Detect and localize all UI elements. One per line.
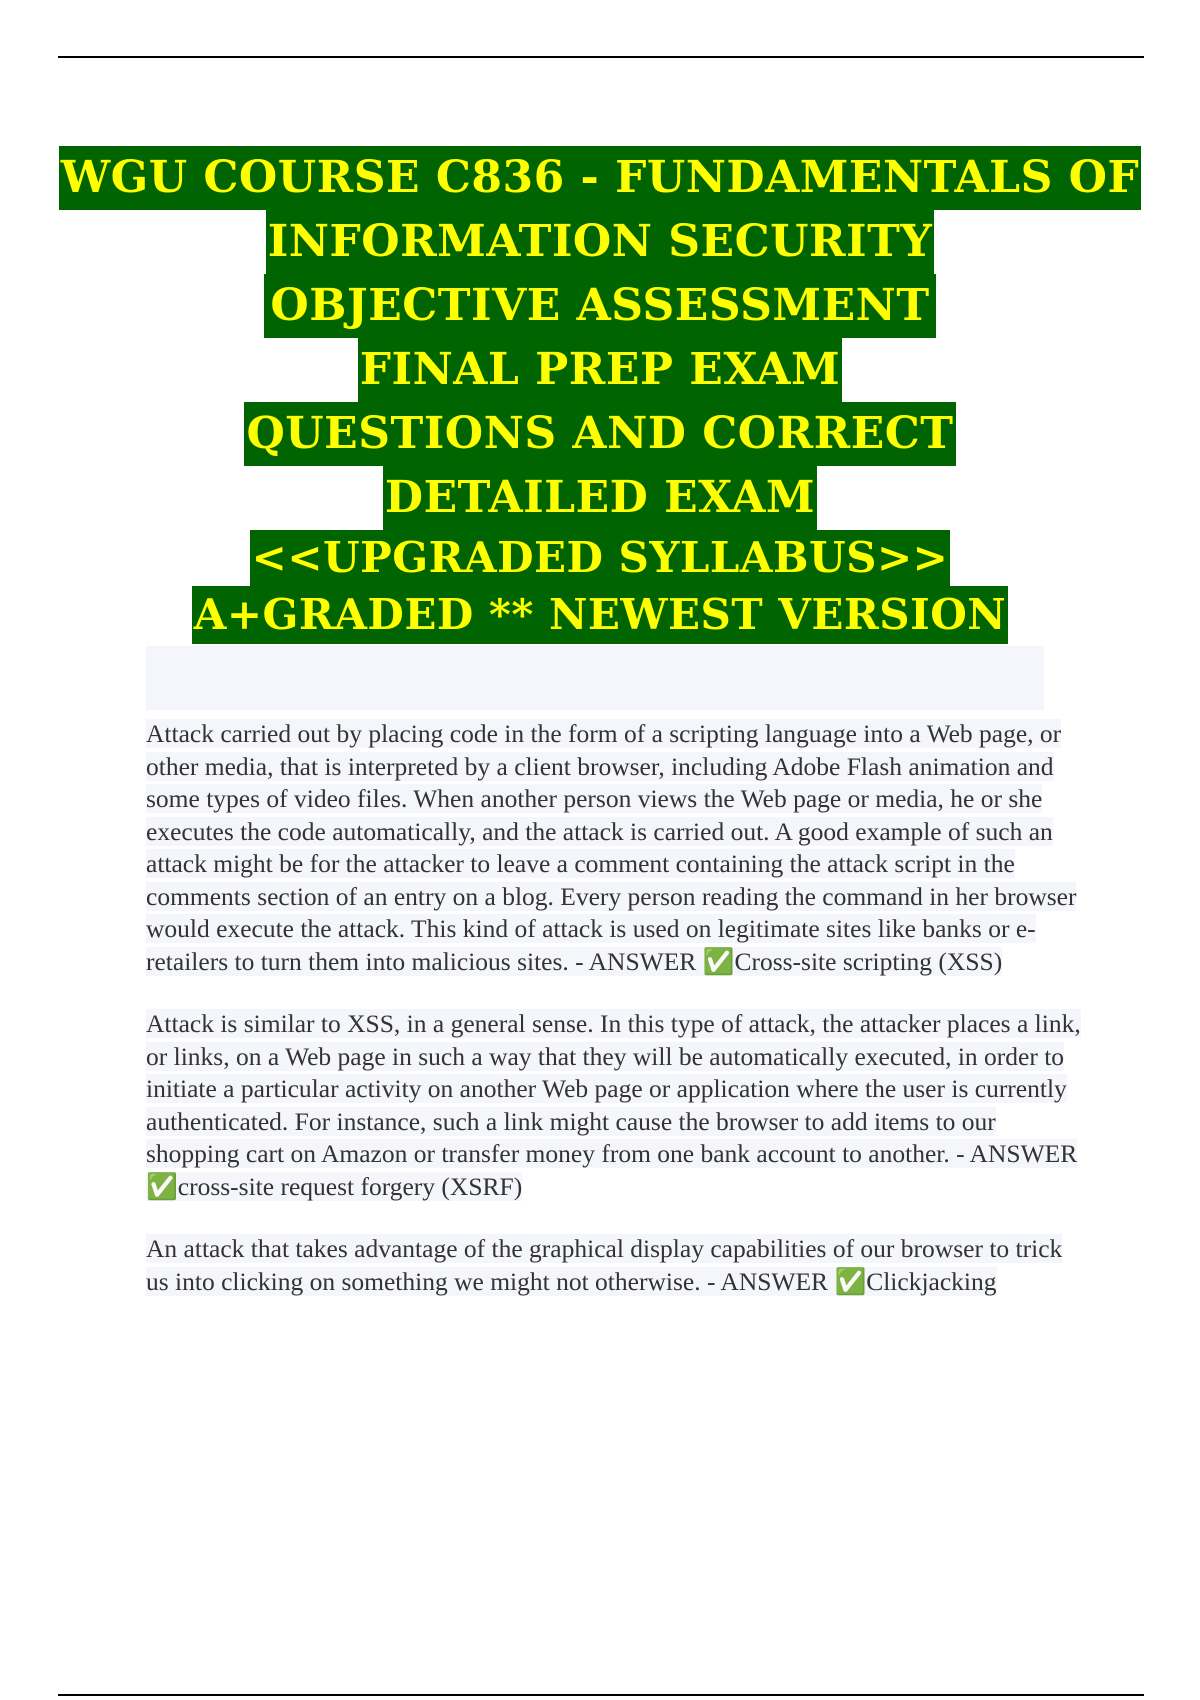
top-rule xyxy=(58,56,1144,58)
question-answer-list xyxy=(146,718,1090,1328)
title-line-2: INFORMATION SECURITY xyxy=(266,210,935,274)
qa-item-clickjacking xyxy=(146,1233,1090,1298)
title-line-1: WGU COURSE C836 - FUNDAMENTALS OF xyxy=(59,146,1142,210)
question-text: Attack carried out by placing code in the form of a scripting language into a Web page, or other media, that is interpreted by a client browser, including Adobe Flash animation and some types of video files. When another person views the Web page or media, he or she executes the code automatically, and the attack is carried out. A good example of such an attack might be for the attacker to leave a comment containing the attack script in the comments section of an entry on a blog. Every person reading the command in her browser would execute the attack. This kind of attack is used on legitimate sites like banks or e-retailers to turn them into malicious sites. - ANSWER xyxy=(146,719,1077,976)
title-line-5: QUESTIONS AND CORRECT xyxy=(244,402,955,466)
answer-text: cross-site request forgery (XSRF) xyxy=(177,1171,523,1201)
checkmark-icon: ✅ xyxy=(146,1171,178,1201)
bottom-rule xyxy=(58,1694,1144,1696)
title-line-4: FINAL PREP EXAM xyxy=(358,338,842,402)
question-text: Attack is similar to XSS, in a general sense. In this type of attack, the attacker places a link, or links, on a Web page in such a way that they will be automatically executed, in order to initiate a particular activity on another Web page or application where the user is currently authenticated. For instance, such a link might cause the browser to add items to our shopping cart on Amazon or transfer money from one bank account to another. - ANSWER xyxy=(146,1009,1081,1168)
answer-text: Clickjacking xyxy=(866,1266,997,1296)
title-line-8: A+GRADED ** NEWEST VERSION xyxy=(192,586,1008,644)
blank-highlight-box xyxy=(146,646,1044,710)
checkmark-icon: ✅ xyxy=(702,946,735,976)
question-text: An attack that takes advantage of the graphical display capabilities of our browser to trick us into clicking on something we might not otherwise. - ANSWER xyxy=(146,1234,1063,1296)
title-line-6: DETAILED EXAM xyxy=(383,466,817,530)
title-line-7: <<UPGRADED SYLLABUS>> xyxy=(250,530,951,586)
qa-item-xsrf xyxy=(146,1008,1090,1203)
answer-text: Cross-site scripting (XSS) xyxy=(734,946,1003,976)
document-title xyxy=(0,146,1200,644)
qa-item-xss xyxy=(146,718,1090,978)
checkmark-icon: ✅ xyxy=(834,1266,867,1296)
title-line-3: OBJECTIVE ASSESSMENT xyxy=(264,274,935,338)
